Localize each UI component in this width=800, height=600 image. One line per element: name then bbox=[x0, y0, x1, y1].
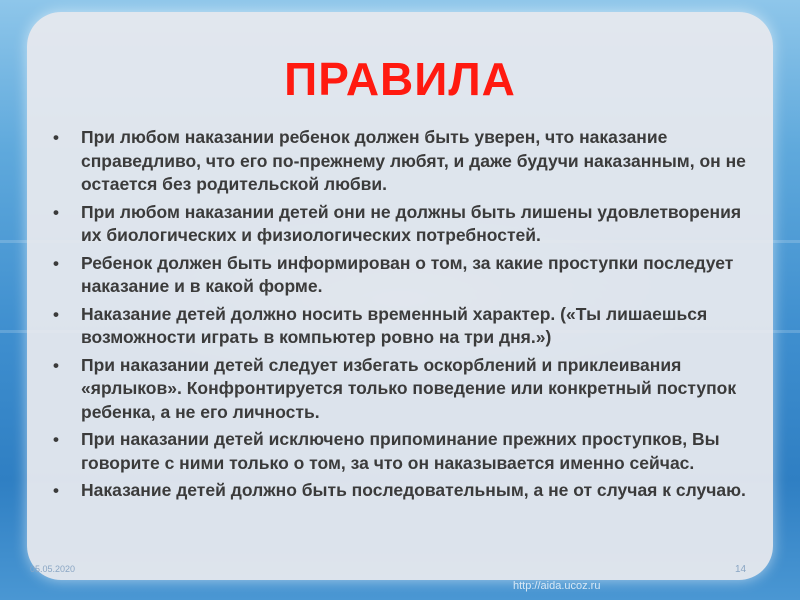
bullet-icon: • bbox=[53, 355, 59, 375]
footer-page-number: 14 bbox=[735, 564, 747, 575]
rule-item bbox=[49, 252, 754, 299]
rule-item bbox=[49, 201, 754, 248]
rule-text: При любом наказании ребенок должен быть уверен, что наказание справедливо, что его по-прежнему любят, и даже будучи наказанным, он не остается без родительской любви. bbox=[81, 127, 746, 194]
bullet-icon: • bbox=[53, 481, 59, 500]
rule-item bbox=[49, 354, 754, 425]
slide-title: ПРАВИЛА bbox=[284, 53, 516, 105]
footer-url: http://aida.ucoz.ru bbox=[513, 580, 601, 592]
rule-item bbox=[49, 126, 754, 197]
rule-text: При наказании детей следует избегать оскорблений и приклеивания «ярлыков». Конфронтируется только поведение или конкретный поступок ребенка, а не его личность. bbox=[81, 354, 737, 422]
bullet-icon: • bbox=[53, 304, 59, 324]
rule-text: При наказании детей исключено припоминание прежних проступков, Вы говорите с ними только о том, за что он наказывается именно сейчас. bbox=[81, 429, 720, 473]
rule-text: При любом наказании детей они не должны быть лишены удовлетворения их биологических и физиологических потребностей. bbox=[81, 201, 742, 245]
footer-date: 05.05.2020 bbox=[30, 564, 76, 574]
slide-panel bbox=[27, 12, 773, 580]
rules-list bbox=[49, 126, 754, 507]
rule-item bbox=[49, 428, 754, 475]
rule-item bbox=[49, 479, 754, 503]
bullet-icon: • bbox=[53, 202, 59, 222]
bullet-icon: • bbox=[53, 128, 59, 147]
bullet-icon: • bbox=[53, 430, 59, 449]
rule-text: Наказание детей должно быть последовательным, а не от случая к случаю. bbox=[81, 480, 746, 500]
rule-text: Наказание детей должно носить временный характер. («Ты лишаешься возможности играть в компьютер ровно на три дня.») bbox=[81, 303, 708, 347]
rule-item bbox=[49, 303, 754, 350]
bullet-icon: • bbox=[53, 253, 59, 273]
rule-text: Ребенок должен быть информирован о том, за какие проступки последует наказание и в какой форме. bbox=[81, 252, 734, 296]
